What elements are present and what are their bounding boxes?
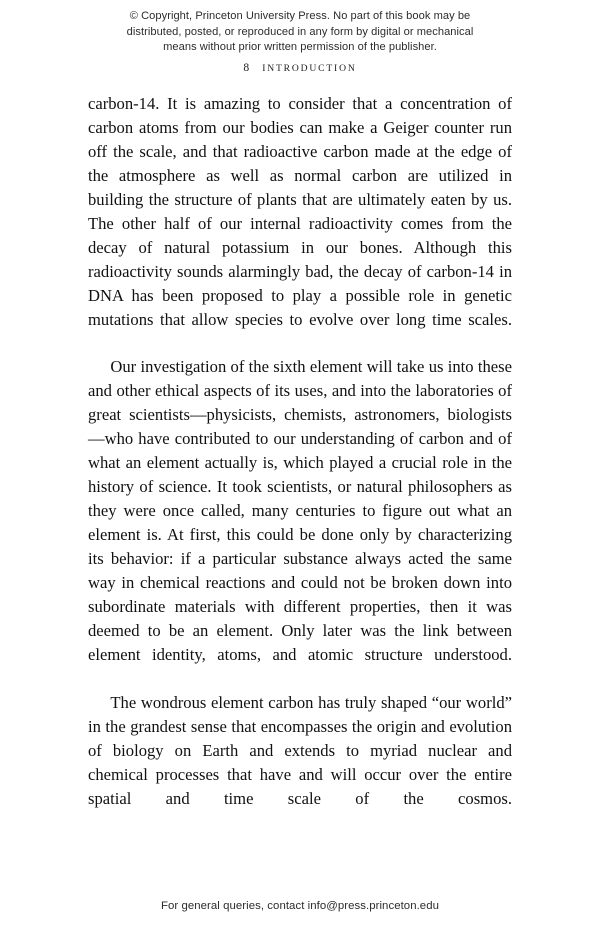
copyright-notice (0, 9, 600, 56)
paragraph-1: carbon-14. It is amazing to consider that a concentration of carbon atoms from our bodies can make a Geiger counter run off the scale, and that radioactive carbon made at the edge of the atmosphere as well as normal carbon are utilized in building the structure of plants that are ultimately eaten by us. The other half of our internal radioactivity comes from the decay of natural potassium in our bones. Although this radioactivity sounds alarmingly bad, the decay of carbon-14 in DNA has been proposed to play a possible role in genetic mutations that allow species to evolve over long time scales. (88, 94, 512, 329)
page-footer: For general queries, contact info@press.princeton.edu (161, 900, 439, 912)
running-head-title: INTRODUCTION (262, 63, 357, 74)
page-number: 8 (243, 61, 250, 74)
body-text-block (88, 92, 512, 835)
running-head (0, 61, 600, 74)
copyright-line-1: © Copyright, Princeton University Press. No part of this book may be (129, 10, 471, 22)
copyright-line-2: distributed, posted, or reproduced in any form by digital or mechanical (126, 25, 474, 38)
copyright-line-3: means without prior written permission of the publisher. (163, 41, 437, 54)
paragraph-3: The wondrous element carbon has truly shaped “our world” in the grandest sense that encompasses the origin and evolution of biology on Earth and extends to myriad nuclear and chemical processes that have and will occur over the entire spatial and time scale of the cosmos. (88, 692, 512, 808)
paragraph-2: Our investigation of the sixth element will take us into these and other ethical aspects of its uses, and into the laboratories of great scientists—physicists, chemists, astronomers, biologists—who have contributed to our understanding of carbon and of what an element actually is, which played a crucial role in the history of science. It took scientists, or natural philosophers as they were once called, many centuries to figure out what an element is. At first, this could be done only by characterizing its behavior: if a particular substance always acted the same way in chemical reactions and could not be broken down into subordinate materials with different properties, then it was deemed to be an element. Only later was the link between element identity, atoms, and atomic structure understood. (88, 357, 512, 664)
